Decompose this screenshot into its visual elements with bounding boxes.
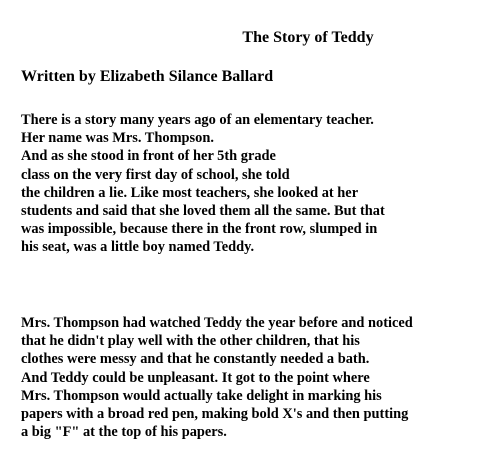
text-line: There is a story many years ago of an elementary teacher.: [21, 112, 374, 128]
text-line: his seat, was a little boy named Teddy.: [21, 239, 255, 256]
text-line: students and said that she loved them all the same. But that: [21, 203, 385, 220]
author-byline: Written by Elizabeth Silance Ballard: [21, 68, 274, 85]
text-line: Mrs. Thompson would actually take delight in marking his: [21, 387, 382, 404]
paragraph-1: [21, 111, 385, 257]
document-title: The Story of Teddy: [242, 29, 374, 46]
text-line: papers with a broad red pen, making bold X's and then putting: [21, 406, 409, 423]
text-line: was impossible, because there in the front row, slumped in: [21, 221, 378, 238]
text-line: class on the very first day of school, she told: [21, 166, 290, 183]
text-line: clothes were messy and that he constantly needed a bath.: [21, 351, 370, 368]
paragraph-2: [21, 314, 413, 441]
text-line: Mrs. Thompson had watched Teddy the year before and noticed: [21, 315, 413, 331]
text-line: And Teddy could be unpleasant. It got to the point where: [21, 369, 370, 386]
text-line: that he didn't play well with the other children, that his: [21, 333, 360, 350]
text-line: the children a lie. Like most teachers, she looked at her: [21, 184, 359, 201]
text-line: Her name was Mrs. Thompson.: [21, 130, 214, 147]
text-line: And as she stood in front of her 5th grade: [21, 148, 276, 165]
text-line: a big "F" at the top of his papers.: [21, 424, 227, 441]
